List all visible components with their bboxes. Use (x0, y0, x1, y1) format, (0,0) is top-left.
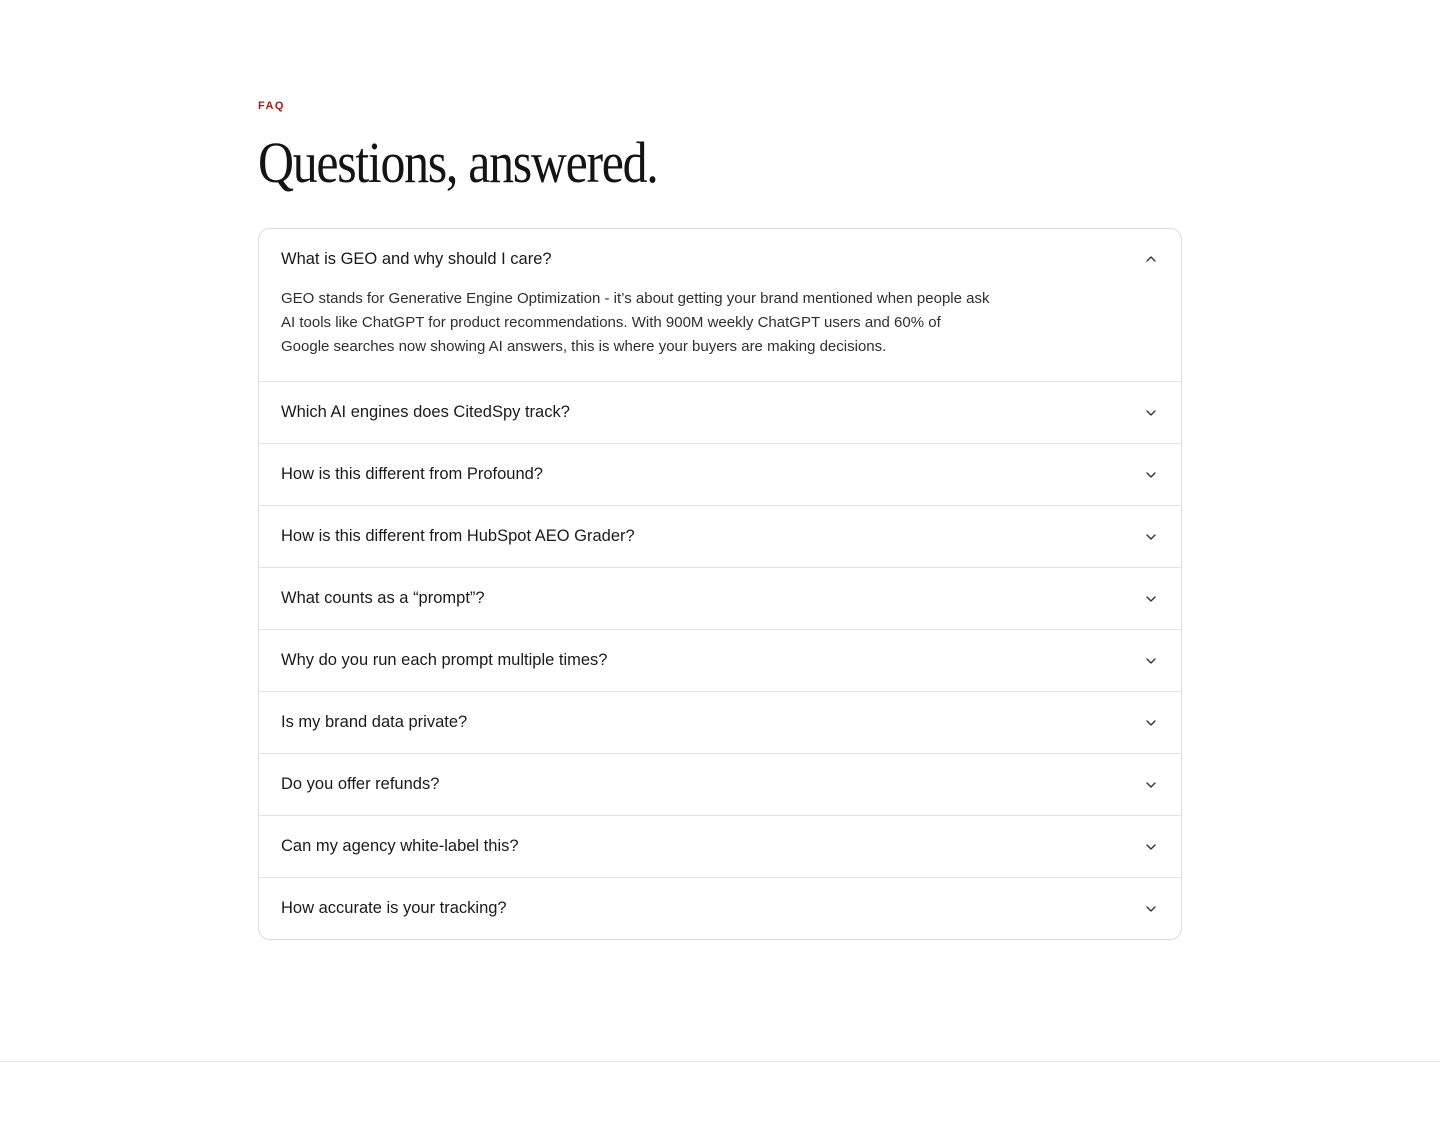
chevron-down-icon (1143, 653, 1159, 669)
chevron-down-icon (1143, 777, 1159, 793)
faq-item (259, 505, 1181, 567)
faq-question: Which AI engines does CitedSpy track? (281, 403, 570, 421)
chevron-down-icon (1143, 715, 1159, 731)
faq-question: Do you offer refunds? (281, 775, 440, 793)
chevron-down-icon (1143, 901, 1159, 917)
faq-question-button[interactable] (259, 568, 1181, 629)
faq-question-button[interactable] (259, 382, 1181, 443)
footer-divider (0, 1061, 1440, 1062)
page-title: Questions, answered. (258, 130, 658, 195)
faq-question-button[interactable] (259, 630, 1181, 691)
faq-question: How is this different from HubSpot AEO Grader? (281, 527, 635, 545)
faq-item (259, 753, 1181, 815)
faq-question: How accurate is your tracking? (281, 899, 507, 917)
faq-item (259, 381, 1181, 443)
faq-item (259, 567, 1181, 629)
faq-question-button[interactable] (259, 229, 1181, 289)
faq-item (259, 229, 1181, 381)
faq-item (259, 877, 1181, 939)
faq-question-button[interactable] (259, 444, 1181, 505)
faq-question-button[interactable] (259, 816, 1181, 877)
faq-eyebrow: FAQ (258, 100, 285, 112)
faq-question: Can my agency white-label this? (281, 837, 519, 855)
faq-item (259, 443, 1181, 505)
faq-answer: GEO stands for Generative Engine Optimization - it’s about getting your brand mentioned when people ask AI tools like ChatGPT for product recommendations. With 900M weekly ChatGPT users and 60% of Google searches now showing AI answers, this is where your buyers are making decisions. (281, 290, 990, 355)
faq-question: What counts as a “prompt”? (281, 589, 485, 607)
chevron-up-icon (1143, 251, 1159, 267)
faq-question: Is my brand data private? (281, 713, 468, 731)
faq-question-button[interactable] (259, 692, 1181, 753)
faq-item (259, 691, 1181, 753)
faq-question-button[interactable] (259, 878, 1181, 939)
chevron-down-icon (1143, 591, 1159, 607)
faq-item (259, 815, 1181, 877)
chevron-down-icon (1143, 839, 1159, 855)
faq-question: Why do you run each prompt multiple times? (281, 651, 608, 669)
chevron-down-icon (1143, 405, 1159, 421)
faq-section (258, 98, 1182, 917)
faq-item (259, 629, 1181, 691)
chevron-down-icon (1143, 529, 1159, 545)
faq-question: What is GEO and why should I care? (281, 249, 552, 268)
faq-question-button[interactable] (259, 506, 1181, 567)
chevron-down-icon (1143, 467, 1159, 483)
faq-question-button[interactable] (259, 754, 1181, 815)
faq-question: How is this different from Profound? (281, 465, 543, 483)
faq-accordion (258, 228, 1182, 940)
